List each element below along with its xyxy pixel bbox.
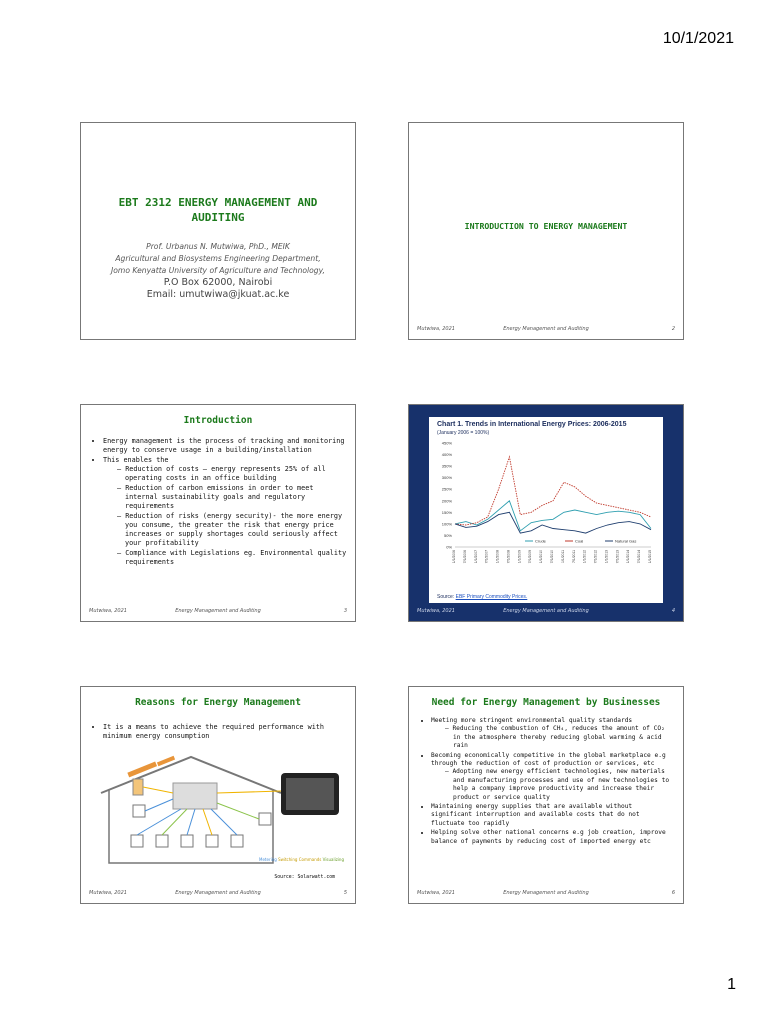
slide-1 [80,122,356,340]
x-tick-label: 7/1/2006 [462,550,467,564]
chart-source-label: Source: [437,594,455,600]
footer-author: Mutwiwa, 2021 [417,608,455,614]
slide-1-body [87,241,349,301]
bullet-enables [103,456,347,567]
bullet-standards [431,717,675,751]
bullet-performance: • It is a means to achieve the required performance with minimum energy consumption [103,723,347,741]
legend-metering: Metering [259,857,277,862]
y-tick-label: 300% [441,475,452,481]
x-tick-label: 7/1/2013 [615,550,620,564]
x-tick-label: 1/1/2010 [539,550,544,564]
heat-pump-icon [181,835,193,847]
x-tick-label: 7/1/2007 [484,550,489,564]
footer-author: Mutwiwa, 2021 [89,608,127,614]
diagram-source: Source: Solarwatt.com [274,875,335,880]
chart-source-link[interactable]: EBF Primary Commodity Prices. [455,594,528,600]
sub-bullet-costs: – Reduction of costs – energy represents 25% of all operating costs in an office building [117,465,347,483]
slide-6-title: Need for Energy Management by Businesses [431,697,661,708]
y-tick-label: 0% [446,544,452,550]
slide-5-content [89,723,347,742]
slide-3-content [89,437,347,568]
footer-course: Energy Management and Auditing [503,326,589,332]
x-tick-label: 1/1/2015 [648,550,652,564]
bullet-supplies: • Maintaining energy supplies that are available without significant interruption and available costs that do not fluctuate too rapidly [431,803,675,828]
x-tick-label: 7/1/2014 [637,550,642,564]
energy-price-chart [429,417,663,603]
x-tick-label: 1/1/2007 [473,550,478,564]
slide-footer [417,608,675,618]
y-tick-label: 250% [441,486,452,492]
slide-2-title: INTRODUCTION TO ENERGY MANAGEMENT [464,221,628,231]
grid-meter-icon [231,835,243,847]
footer-author: Mutwiwa, 2021 [417,326,455,332]
ventilating-icon [156,835,168,847]
y-tick-label: 50% [443,532,452,538]
email: Email: umutwiwa@jkuat.ac.ke [146,289,290,300]
sub-bullet-combustion: – Reducing the combustion of CH₄, reduces the amount of CO₂ in the atmosphere thereby reducing global warming & acid rain [445,725,675,750]
chart-plot [429,437,665,607]
slide-6 [408,686,684,904]
postal-address: P.O Box 62000, Nairobi [163,277,273,288]
series-line-natural-gas [455,512,651,533]
legend-entry: Natural Gas [615,538,637,544]
series-line-coal [455,457,651,525]
x-tick-label: 7/1/2008 [506,550,511,564]
slide-5 [80,686,356,904]
author-name: Prof. Urbanus N. Mutwiwa, PhD., MEIK [146,242,290,251]
bullet-standards-text: Meeting more stringent environmental quality standards [431,717,633,724]
slide-number: 2 [671,326,675,332]
sub-bullet-carbon: – Reduction of carbon emissions in order to meet internal sustainability goals and regulatory requirements [117,484,347,511]
sub-bullet-technologies: – Adopting new energy efficient technologies, new materials and manufacturing processes and use of new technologies to help a company improve productivity and increase their product or service quality [445,768,675,802]
tablet-screen [286,778,334,810]
y-tick-label: 450% [441,440,452,446]
slide-6-content [417,717,675,847]
chart-subtitle: (January 2006 = 100%) [437,430,490,436]
socket-icon [206,835,218,847]
legend-entry: Coal [575,538,584,544]
slide-4 [408,404,684,622]
y-tick-label: 150% [441,509,452,515]
slide-number: 3 [343,608,347,614]
slide-footer [417,890,675,900]
slide-5-title: Reasons for Energy Management [135,697,301,708]
slide-number: 6 [671,890,675,896]
slide-footer [417,326,675,336]
battery-icon [133,779,143,795]
footer-course: Energy Management and Auditing [503,608,589,614]
heating-icon [131,835,143,847]
x-tick-label: 1/1/2006 [452,550,456,564]
footer-author: Mutwiwa, 2021 [417,890,455,896]
footer-course: Energy Management and Auditing [175,608,261,614]
chart-title: Chart 1. Trends in International Energy Prices: 2006-2015 [437,421,627,428]
legend-visualizing: Visualizing [322,857,345,862]
solar-panel [127,762,157,778]
page-number: 1 [727,976,736,993]
slide-number: 5 [343,890,347,896]
sub-bullet-compliance: – Compliance with Legislations eg. Environmental quality requirements [117,549,347,567]
x-tick-label: 7/1/2011 [571,550,576,563]
y-tick-label: 200% [441,498,452,504]
chart-source [437,594,527,600]
y-tick-label: 350% [441,463,452,469]
y-tick-label: 100% [441,521,452,527]
bullet-competitive-text: Becoming economically competitive in the global marketplace e.g through the reduction of cost of production or services, etc [431,751,666,768]
x-tick-label: 1/1/2011 [560,550,565,563]
series-line-crude [455,501,651,531]
x-tick-label: 1/1/2014 [626,550,631,564]
footer-course: Energy Management and Auditing [175,890,261,896]
department: Agricultural and Biosystems Engineering Department, [115,254,321,263]
energy-manager-box [173,783,217,809]
bullet-national: • Helping solve other national concerns e.g job creation, improve balance of payments by reducing cost of imported energy etc [431,829,675,846]
y-tick-label: 400% [441,452,452,458]
x-tick-label: 7/1/2009 [528,550,533,564]
slide-1-title: EBT 2312 ENERGY MANAGEMENT AND AUDITING [118,196,318,224]
x-tick-label: 1/1/2009 [517,550,522,564]
device-icons [131,813,271,847]
smart-home-diagram [81,753,356,873]
e-mobility-icon [259,813,271,825]
x-tick-label: 7/1/2012 [593,550,598,564]
footer-course: Energy Management and Auditing [503,890,589,896]
bullet-competitive [431,752,675,802]
x-tick-label: 7/1/2010 [550,550,554,564]
slide-3 [80,404,356,622]
inverter-icon [133,805,145,817]
slide-3-title: Introduction [183,415,253,426]
sub-bullet-risks: – Reduction of risks (energy security)- the more energy you consume, the greater the risk that energy price increases or supply shortages could seriously affect your profitability [117,512,347,548]
x-tick-label: 1/1/2008 [495,550,500,564]
diagram-legend [259,857,344,862]
slide-number: 4 [671,608,675,614]
bullet-enables-text: This enables the [103,456,169,464]
page-date: 10/1/2021 [662,30,734,47]
slide-2 [408,122,684,340]
x-tick-label: 1/1/2013 [604,550,609,564]
footer-author: Mutwiwa, 2021 [89,890,127,896]
slide-footer [89,890,347,900]
legend-entry: Crude [535,538,546,544]
bullet-definition: • Energy management is the process of tracking and monitoring energy to conserve usage in a building/installation [103,437,347,455]
slide-footer [89,608,347,618]
university: Jomo Kenyatta University of Agriculture and Technology, [111,266,325,275]
x-tick-label: 1/1/2012 [582,550,587,564]
legend-switching: Switching Commands [278,857,322,862]
